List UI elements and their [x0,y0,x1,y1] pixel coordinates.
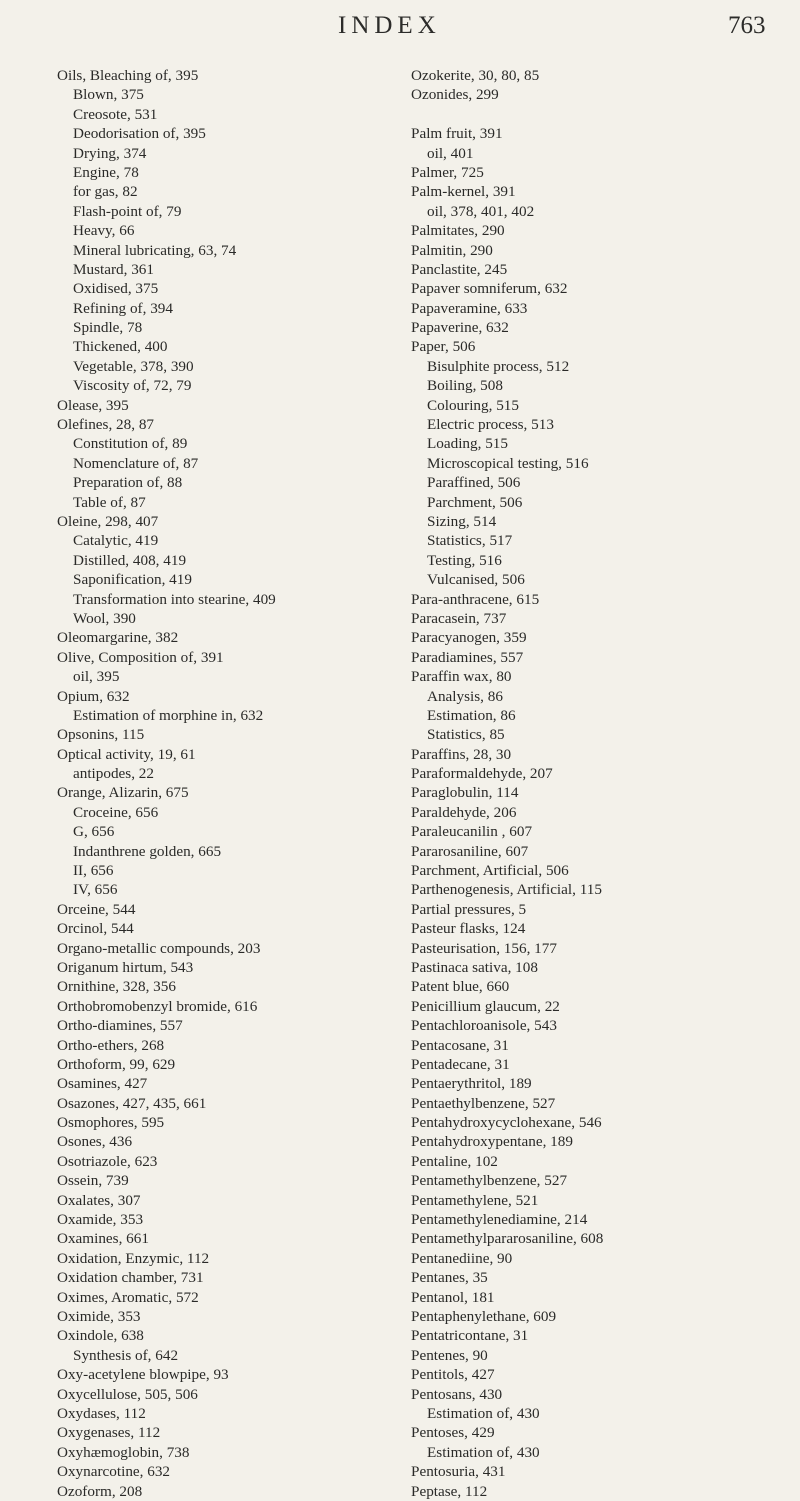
index-entry: Pastinaca sativa, 108 [411,958,538,976]
index-entry [411,105,791,124]
index-entry: Osones, 436 [57,1133,133,1151]
index-entry: Parthenogenesis, Artificial, 115 [411,881,602,899]
index-entry: Olive, Composition of, 391 [57,648,224,666]
index-entry: Osamines, 427 [57,1075,148,1093]
index-column-left [57,66,387,1501]
index-entry: Osmophores, 595 [57,1114,165,1132]
index-entry: Oxynarcotine, 632 [57,1463,171,1481]
index-entry: II, 656 [73,862,114,880]
index-entry: oil, 378, 401, 402 [427,202,535,220]
index-entry: Preparation of, 88 [73,474,183,492]
index-entry: Pentamethylbenzene, 527 [411,1172,568,1190]
index-entry: Optical activity, 19, 61 [57,745,196,763]
index-entry: Blown, 375 [73,86,144,104]
index-entry: Pentatricontane, 31 [411,1327,529,1345]
index-entry: Microscopical testing, 516 [427,454,589,472]
index-entry: Palm fruit, 391 [411,125,503,143]
index-entry: Ozonides, 299 [411,86,499,104]
index-entry: Pentosans, 430 [411,1385,503,1403]
index-entry: Oils, Bleaching of, 395 [57,67,199,84]
index-entry: Thickened, 400 [73,338,168,356]
index-entry: Ozokerite, 30, 80, 85 [411,67,540,84]
index-entry: Osotriazole, 623 [57,1152,158,1170]
index-entry: Paracyanogen, 359 [411,629,527,647]
index-entry: Pasteur flasks, 124 [411,920,526,938]
index-entry: Deodorisation of, 395 [73,125,206,143]
index-entry: Papaverine, 632 [411,319,509,337]
index-entry: IV, 656 [73,881,118,899]
index-entry: Oxidised, 375 [73,280,159,298]
index-entry: Vegetable, 378, 390 [73,357,194,375]
running-title: INDEX [338,12,441,39]
index-entry: Ossein, 739 [57,1172,129,1190]
index-entry: Peptase, 112 [411,1482,488,1500]
index-entry: Vulcanised, 506 [427,571,525,589]
index-entry: Parchment, Artificial, 506 [411,862,569,880]
index-entry: Indanthrene golden, 665 [73,842,222,860]
index-entry: Ortho-ethers, 268 [57,1036,165,1054]
index-entry: Analysis, 86 [427,687,503,705]
index-entry: Orceine, 544 [57,900,136,918]
index-entry: Creosote, 531 [73,105,158,123]
index-entry: Papaveramine, 633 [411,299,528,317]
index-entry: Penicillium glaucum, 22 [411,997,560,1015]
index-entry: Orthoform, 99, 629 [57,1055,176,1073]
index-entry: Oxyhæmoglobin, 738 [57,1443,190,1461]
index-column-right [411,66,791,1501]
index-entry: Table of, 87 [73,493,146,511]
index-entry: Palmitin, 290 [411,241,493,259]
index-entry: Pentamethylpararosaniline, 608 [411,1230,604,1248]
index-entry: Pentacosane, 31 [411,1036,509,1054]
index-entry: Pentamethylenediamine, 214 [411,1211,588,1229]
index-entry: Oxy-acetylene blowpipe, 93 [57,1366,229,1384]
index-entry: Testing, 516 [427,551,502,569]
index-entry: antipodes, 22 [73,765,154,783]
index-entry: Olefines, 28, 87 [57,416,155,434]
index-entry: Pentaerythritol, 189 [411,1075,532,1093]
index-entry: Origanum hirtum, 543 [57,958,194,976]
page-number: 763 [728,12,766,39]
index-entry: Oximide, 353 [57,1308,141,1325]
index-entry: oil, 401 [427,144,474,162]
index-entry: Opium, 632 [57,687,130,705]
index-entry: Pentaethylbenzene, 527 [411,1094,556,1112]
index-entry: Pentachloroanisole, 543 [411,1017,557,1035]
index-entry: Orthobromobenzyl bromide, 616 [57,997,258,1015]
index-entry: G, 656 [73,823,115,841]
index-entry: Pentitols, 427 [411,1366,495,1384]
page-header [0,8,800,48]
index-entry: Oxindole, 638 [57,1327,144,1345]
index-entry: Mineral lubricating, 63, 74 [73,241,237,259]
index-entry: Pentamethylene, 521 [411,1191,539,1209]
index-entry: Paraffins, 28, 30 [411,745,512,763]
index-entry: Viscosity of, 72, 79 [73,377,192,395]
index-entry: Pentadecane, 31 [411,1055,510,1073]
index-entry: Pentosuria, 431 [411,1463,506,1481]
index-entry: Loading, 515 [427,435,508,453]
index-entry: Osazones, 427, 435, 661 [57,1094,207,1112]
index-entry: Oleomargarine, 382 [57,629,179,647]
index-entry: Pararosaniline, 607 [411,842,529,860]
index-entry: Estimation, 86 [427,706,516,724]
index-entry: Palmer, 725 [411,163,484,181]
index-entry: Partial pressures, 5 [411,900,527,918]
index-entry: Oximes, Aromatic, 572 [57,1288,199,1306]
index-entry: Oxydases, 112 [57,1404,146,1422]
index-entry: Mustard, 361 [73,260,154,278]
index-entry: Paper, 506 [411,338,476,356]
index-entry: Pentanediine, 90 [411,1249,513,1267]
index-entry: Estimation of morphine in, 632 [73,706,264,724]
index-entry: Ornithine, 328, 356 [57,978,176,996]
index-entry: Estimation of, 430 [427,1404,540,1422]
index-entry: Oxalates, 307 [57,1191,141,1209]
index-entry: Electric process, 513 [427,416,554,434]
index-entry: Ortho-diamines, 557 [57,1017,183,1035]
index-entry: Organo-metallic compounds, 203 [57,939,261,957]
index-entry: Parchment, 506 [427,493,523,511]
index-entry: Ozoform, 208 [57,1482,143,1500]
index-entry: Pentahydroxypentane, 189 [411,1133,573,1151]
index-entry: Nomenclature of, 87 [73,454,199,472]
index-entry: Engine, 78 [73,163,139,181]
index-entry: Pentahydroxycyclohexane, 546 [411,1114,602,1132]
index-entry: Refining of, 394 [73,299,173,317]
index-entry: Bisulphite process, 512 [427,357,570,375]
index-entry: Oxygenases, 112 [57,1424,161,1442]
index-entry: Boiling, 508 [427,377,503,395]
index-entry: Orange, Alizarin, 675 [57,784,189,802]
index-entry: Oxamines, 661 [57,1230,149,1248]
index-entry: Saponification, 419 [73,571,192,589]
index-entry: Oxidation chamber, 731 [57,1269,204,1287]
index-entry: Papaver somniferum, 632 [411,280,568,298]
index-entry: Pentanol, 181 [411,1288,495,1306]
index-entry: Paraldehyde, 206 [411,803,517,821]
index-entry: Estimation of, 430 [427,1443,540,1461]
index-entry: Paraffin wax, 80 [411,668,512,686]
index-entry: Palm-kernel, 391 [411,183,516,201]
index-entry: Patent blue, 660 [411,978,510,996]
index-entry: Pasteurisation, 156, 177 [411,939,557,957]
index-entry: Transformation into stearine, 409 [73,590,276,608]
index-entry: Opsonins, 115 [57,726,145,744]
index-entry: Panclastite, 245 [411,260,508,278]
index-entry: Pentoses, 429 [411,1424,495,1442]
index-entry: Oleine, 298, 407 [57,512,159,530]
index-entry: Paraglobulin, 114 [411,784,519,802]
index-entry: Para-anthracene, 615 [411,590,540,608]
index-entry: Paradiamines, 557 [411,648,524,666]
index-entry: Distilled, 408, 419 [73,551,187,569]
index-entry: Sizing, 514 [427,512,497,530]
index-entry: Synthesis of, 642 [73,1346,179,1364]
index-entry: Oxycellulose, 505, 506 [57,1385,198,1403]
index-entry: Spindle, 78 [73,319,143,337]
index-entry: Drying, 374 [73,144,147,162]
index-entry: Constitution of, 89 [73,435,188,453]
index-entry: Pentanes, 35 [411,1269,488,1287]
index-entry: Catalytic, 419 [73,532,159,550]
index-entry: Paraffined, 506 [427,474,521,492]
index-entry: Pentaline, 102 [411,1152,498,1170]
index-entry: Statistics, 85 [427,726,505,744]
index-entry: Paraformaldehyde, 207 [411,765,553,783]
index-entry: Orcinol, 544 [57,920,134,938]
index-entry: Colouring, 515 [427,396,519,414]
index-entry: Olease, 395 [57,396,129,414]
index-entry: Pentenes, 90 [411,1346,488,1364]
index-entry: Paracasein, 737 [411,609,507,627]
index-entry: oil, 395 [73,668,120,686]
index-entry: Paraleucanilin , 607 [411,823,533,841]
index-entry: Flash-point of, 79 [73,202,182,220]
index-entry: Croceine, 656 [73,803,159,821]
index-entry: Palmitates, 290 [411,222,505,240]
index-entry: Statistics, 517 [427,532,513,550]
index-entry: Oxidation, Enzymic, 112 [57,1249,210,1267]
index-entry: Pentaphenylethane, 609 [411,1308,557,1325]
index-entry: Oxamide, 353 [57,1211,144,1229]
index-entry: Wool, 390 [73,609,136,627]
index-entry: for gas, 82 [73,183,138,201]
index-entry: Heavy, 66 [73,222,135,240]
